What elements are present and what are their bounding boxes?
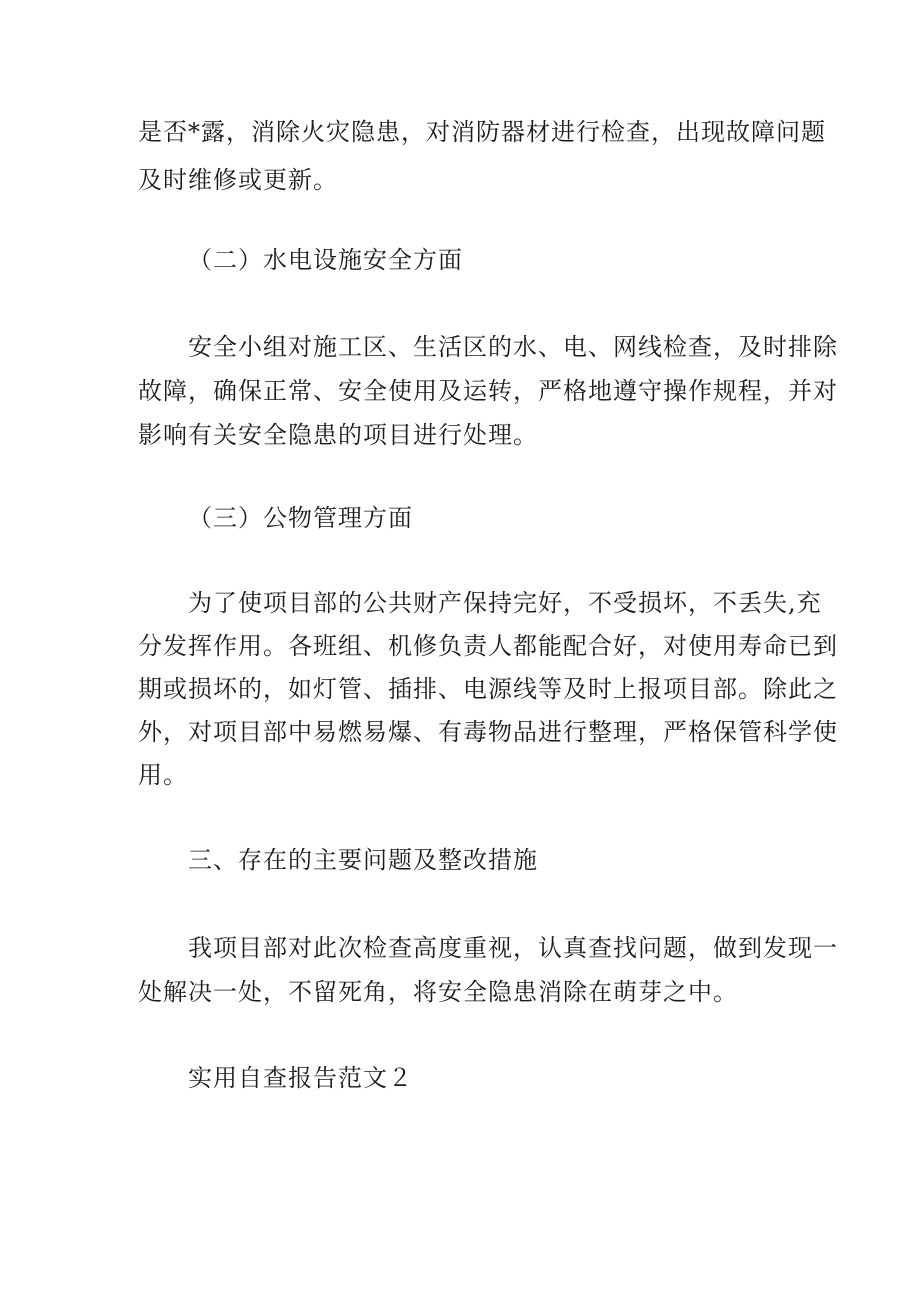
paragraph-line: 是否*露，消除火灾隐患，对消防器材进行检查，出现故障问题: [138, 118, 826, 146]
paragraph-line: 外，对项目部中易燃易爆、有毒物品进行整理，严格保管科学使: [138, 718, 838, 746]
paragraph-line: 为了使项目部的公共财产保持完好，不受损坏，不丢失,充: [188, 589, 822, 617]
paragraph-line: 影响有关安全隐患的项目进行处理。: [138, 421, 538, 449]
document-title: 实用自查报告范文２: [188, 1064, 413, 1092]
paragraph-line: 分发挥作用。各班组、机修负责人都能配合好，对使用寿命已到: [138, 632, 838, 660]
paragraph-line: 及时维修或更新。: [138, 166, 338, 194]
paragraph-line: 安全小组对施工区、生活区的水、电、网线检查，及时排除: [188, 333, 838, 361]
paragraph-line: 用。: [138, 761, 188, 789]
section-heading: 三、存在的主要问题及整改措施: [188, 846, 538, 874]
paragraph-line: 期或损坏的，如灯管、插排、电源线等及时上报项目部。除此之: [138, 675, 838, 703]
paragraph-line: 我项目部对此次检查高度重视，认真查找问题，做到发现一: [188, 934, 838, 962]
subsection-heading: （三）公物管理方面: [188, 504, 413, 532]
paragraph-line: 处解决一处，不留死角，将安全隐患消除在萌芽之中。: [138, 978, 738, 1006]
subsection-heading: （二）水电设施安全方面: [188, 246, 463, 274]
paragraph-line: 故障，确保正常、安全使用及运转，严格地遵守操作规程，并对: [138, 377, 838, 405]
